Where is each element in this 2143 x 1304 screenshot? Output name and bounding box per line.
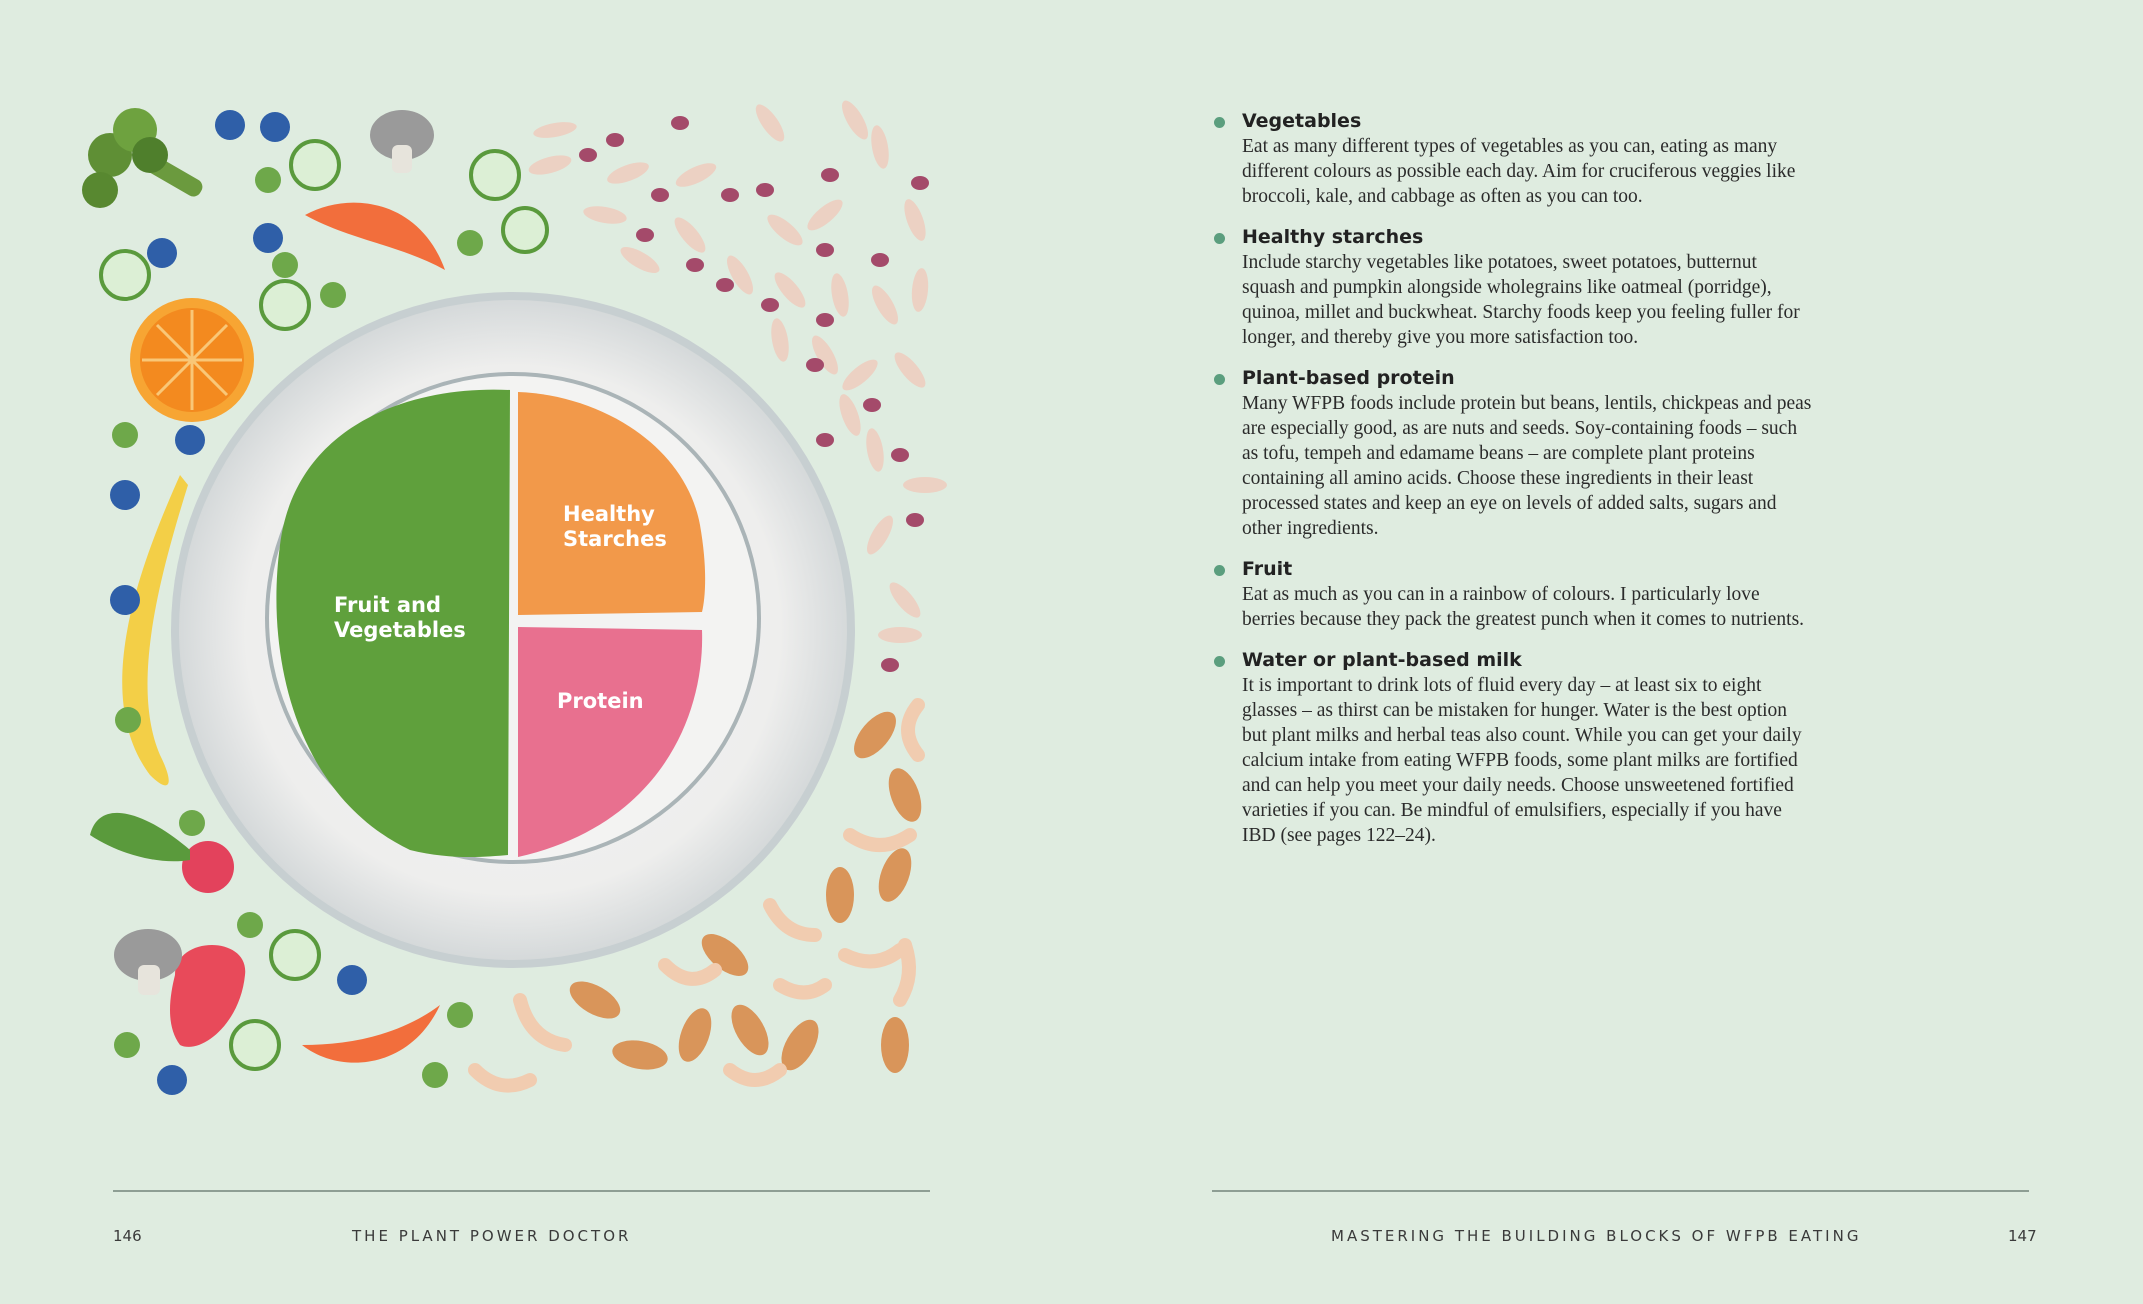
plate-label-protein: Protein <box>557 689 644 713</box>
item-body: It is important to drink lots of fluid every day – at least six to eight glasses – as thirst can be mistaken for hunger. Water is the best option but plant milks and herbal teas also count. While you can get your daily calcium intake from eating WFPB foods, some plant milks are fortified and can help you meet your daily needs. Choose unsweetened fortified varieties if you can. Be mindful of emulsifiers, especially if you have IBD (see pages 122–24). <box>1242 675 1802 846</box>
item-body: Eat as many different types of vegetables as you can, eating as many different colours as possible each day. Aim for cruciferous veggies like broccoli, kale, and cabbage as often as you can too. <box>1242 136 1796 207</box>
peach-slice-icon <box>305 203 445 270</box>
peach-slice-icon <box>302 1005 440 1063</box>
radish-icon <box>90 813 234 893</box>
item-title: Plant-based protein <box>1242 367 1455 389</box>
list-item-fruit <box>1214 556 1814 632</box>
plate-label-starches: Healthy Starches <box>563 502 667 551</box>
bullet-icon <box>1214 565 1225 576</box>
bullet-icon <box>1214 656 1225 667</box>
food-group-list <box>1214 108 1814 863</box>
mushroom-icon <box>114 929 182 995</box>
bullet-icon <box>1214 374 1225 385</box>
item-title: Vegetables <box>1242 110 1362 132</box>
item-title: Water or plant-based milk <box>1242 649 1522 671</box>
left-running-head: THE PLANT POWER DOCTOR <box>352 1227 632 1245</box>
orange-slice-icon <box>130 298 254 422</box>
bullet-icon <box>1214 117 1225 128</box>
broccoli-icon <box>82 108 205 208</box>
mushroom-icon <box>370 110 434 173</box>
plate-illustration <box>80 95 960 1110</box>
plate-label-fruit-veg: Fruit and Vegetables <box>334 593 466 642</box>
plate <box>171 292 855 968</box>
list-item-water-or-plant-milk <box>1214 647 1814 848</box>
bullet-icon <box>1214 233 1225 244</box>
item-body: Eat as much as you can in a rainbow of colours. I particularly love berries because they pack the greatest punch when it comes to nutrients. <box>1242 584 1805 630</box>
item-title: Healthy starches <box>1242 226 1424 248</box>
list-item-healthy-starches <box>1214 224 1814 350</box>
list-item-vegetables <box>1214 108 1814 209</box>
item-body: Include starchy vegetables like potatoes, sweet potatoes, butternut squash and pumpkin alongside wholegrains like oatmeal (porridge), quinoa, millet and buckwheat. Starchy foods keep you feeling fuller for longer, and thereby give you more satisfaction too. <box>1242 252 1800 348</box>
list-item-plant-based-protein <box>1214 365 1814 541</box>
item-body: Many WFPB foods include protein but beans, lentils, chickpeas and peas are especially good, as are nuts and seeds. Soy-containing foods – such as tofu, tempeh and edamame beans – are complete plant proteins containing all amino acids. Choose these ingredients in their least processed states and keep an eye on levels of added salts, sugars and other ingredients. <box>1242 393 1812 539</box>
right-running-head: MASTERING THE BUILDING BLOCKS OF WFPB EATING <box>1331 1227 1862 1245</box>
left-footer-rule <box>113 1190 930 1192</box>
right-page-number: 147 <box>2008 1227 2037 1245</box>
left-page-number: 146 <box>113 1227 142 1245</box>
item-title: Fruit <box>1242 558 1293 580</box>
right-footer-rule <box>1212 1190 2029 1192</box>
plate-illustration-svg <box>80 95 960 1110</box>
